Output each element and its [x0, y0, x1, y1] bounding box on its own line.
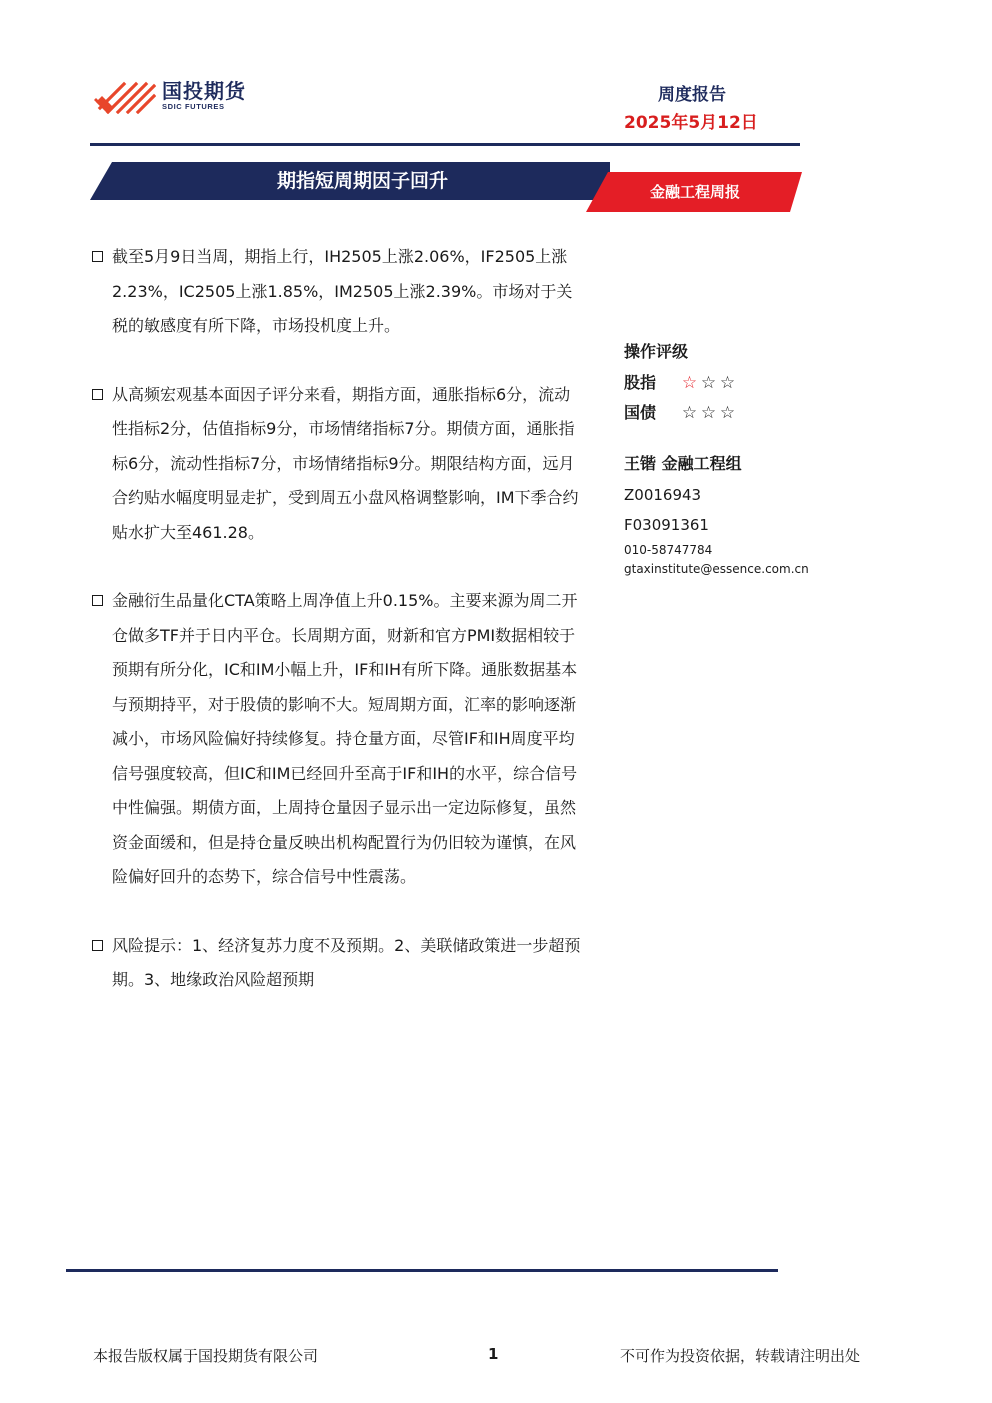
header-divider: [90, 143, 800, 146]
star-empty-icon: ☆: [719, 373, 736, 393]
star-empty-icon: ☆: [700, 403, 717, 423]
report-category-tag: 金融工程周报: [649, 183, 740, 201]
star-empty-icon: ☆: [681, 403, 698, 423]
square-bullet-icon: [92, 389, 103, 400]
email-address[interactable]: gtaxinstitute@essence.com.cn: [624, 562, 809, 576]
company-logo: [94, 76, 246, 116]
star-empty-icon: ☆: [700, 373, 717, 393]
bullet-item: [92, 584, 582, 895]
logo-english-name: SDIC FUTURES: [162, 102, 225, 111]
logo-mark-icon: [94, 78, 156, 114]
logo-chinese-name: 国投期货: [162, 79, 246, 103]
license-number: Z0016943: [624, 486, 702, 504]
square-bullet-icon: [92, 595, 103, 606]
page-title: 期指短周期因子回升: [276, 170, 448, 192]
summary-bullets: [92, 240, 582, 1032]
footer-divider: [66, 1269, 778, 1272]
bullet-item: [92, 240, 582, 344]
phone-number: 010-58747784: [624, 543, 713, 557]
rating-label: 国债: [624, 403, 657, 422]
bullet-item: [92, 929, 582, 998]
star-filled-icon: ☆: [681, 373, 698, 393]
bullet-text: 风险提示：1、经济复苏力度不及预期。2、美联储政策进一步超预期。3、地缘政治风险超预期: [112, 935, 581, 989]
disclaimer: 不可作为投资依据，转载请注明出处: [620, 1347, 861, 1365]
bullet-item: [92, 378, 582, 551]
rating-stars: [680, 368, 737, 398]
bullet-text: 从高频宏观基本面因子评分来看，期指方面，通胀指标6分，流动性指标2分，估值指标9分，市场情绪指标7分。期债方面，通胀指标6分，流动性指标7分，市场情绪指标9分。期限结构方面，远月合约贴水幅度明显走扩，受到周五小盘风格调整影响，IM下季合约贴水扩大至461.28。: [112, 384, 579, 542]
report-type: 周度报告: [658, 85, 726, 105]
bullet-text: 截至5月9日当周，期指上行，IH2505上涨2.06%，IF2505上涨2.23%，IC2505上涨1.85%，IM2505上涨2.39%。市场对于关税的敏感度有所下降，市场投机度上升。: [112, 247, 573, 335]
square-bullet-icon: [92, 940, 103, 951]
sidebar: [624, 338, 824, 579]
rating-row-treasury: [624, 398, 824, 428]
analyst-name: 王锴 金融工程组: [624, 454, 742, 473]
report-date: 2025年5月12日: [624, 113, 758, 133]
rating-heading: 操作评级: [624, 342, 689, 361]
rating-stars: [680, 398, 737, 428]
bullet-text: 金融衍生品量化CTA策略上周净值上升0.15%。主要来源为周二开仓做多TF并于日内平仓。长周期方面，财新和官方PMI数据相较于预期有所分化，IC和IM小幅上升，IF和IH有所下降。通胀数据基本与预期持平，对于股债的影响不大。短周期方面，汇率的影响逐渐减小，市场风险偏好持续修复。持仓量方面，尽管IF和IH周度平均信号强度较高，但IC和IM已经回升至高于IF和IH的水平，综合信号中性偏强。期债方面，上周持仓量因子显示出一定边际修复，虽然资金面缓和，但是持仓量反映出机构配置行为仍旧较为谨慎，在风险偏好回升的态势下，综合信号中性震荡。: [112, 591, 578, 886]
star-empty-icon: ☆: [719, 403, 736, 423]
license-number: F03091361: [624, 516, 709, 534]
rating-label: 股指: [624, 373, 657, 392]
page-number: 1: [488, 1345, 499, 1363]
square-bullet-icon: [92, 251, 103, 262]
copyright-notice: 本报告版权属于国投期货有限公司: [93, 1347, 319, 1365]
rating-row-stock-index: [624, 368, 824, 398]
